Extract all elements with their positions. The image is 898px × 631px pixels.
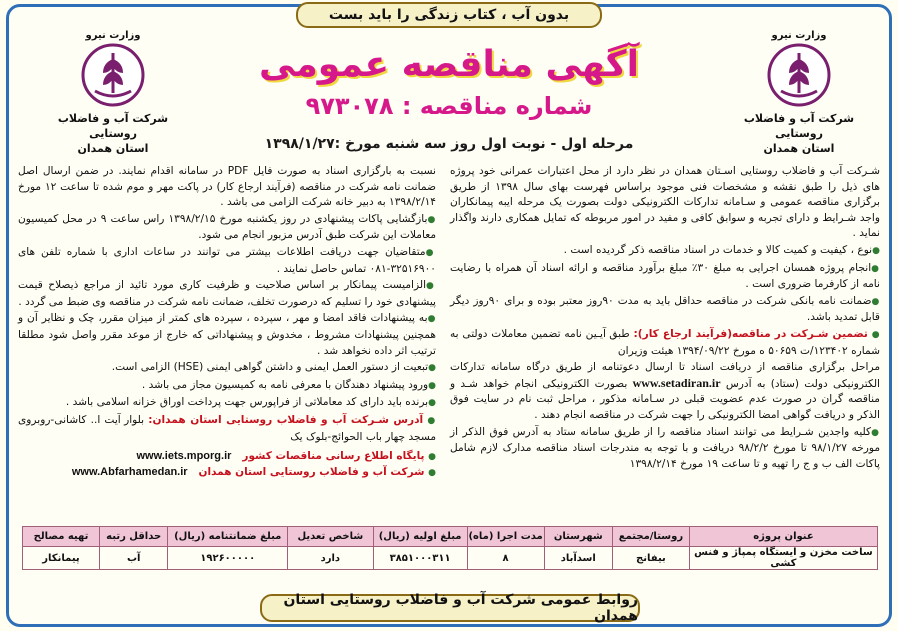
list-item: ● بازگشایی پاکات پیشنهادی در روز یکشنبه مورخ ۱۳۹۸/۲/۱۵ راس ساعت ۹ در محل کمیسیون معاملات این شرکت طبق آدرس مزبور انجام می شود. [18,212,436,244]
list-item: ● الزامیست پیمانکار بر اساس صلاحیت و ظرفیت کاری مورد تائید از مراجع ذیصلاح قیمت پیشنهادی خود را تسلیم که درصورت تخلف، ضمانت نامه شرکت در مناقصه وی ضبط می گردد . [18,278,436,310]
table-cell: ۳۸۵۱۰۰۰۳۱۱ [373,547,467,570]
abfar-link[interactable]: www.Abfarhamedan.ir [71,466,188,479]
list-item: ● متقاضیان جهت دریافت اطلاعات بیشتر می توانند در ساعات اداری با شماره تلفن های ۳۲۵۱۶۹۰۰-۰۸۱ تماس حاصل نمایند . [18,245,436,277]
company-name: شرکت آب و فاضلاب روستایی استان همدان [743,112,855,155]
iets-link[interactable]: www.iets.mporg.ir [136,450,232,463]
tender-number: شماره مناقصه : ۹۷۳۰۷۸ [305,92,593,120]
list-item: ● تبعیت از دستور العمل ایمنی و داشتن گواهی ایمنی (HSE) الزامی است. [18,360,436,377]
company-name: شرکت آب و فاضلاب روستایی استان همدان [57,112,169,155]
table-header-cell: شاخص تعدیل [288,527,374,547]
left-column [18,164,436,481]
table-cell: پیمانکار [23,547,100,570]
table-header-cell: مبلغ ضمانتنامه (ریال) [168,527,288,547]
table-header-cell: تهیه مصالح [23,527,100,547]
list-item: ● ضمانت نامه بانکی شرکت در مناقصه حداقل باید به مدت ۹۰روز معتبر بوده و برای ۹۰روز دیگر قابل تمدید باشد. [450,294,880,326]
guarantee-label: تضمین شـرکت در مناقصه(فرآیند ارجاع کار): [633,327,868,340]
list-item: ● کلیه واجدین شـرایط می توانند اسناد مناقصه را از طریق سامانه ستاد به آدرس فوق الذکر از مورخه ۹۸/۱/۲۷ تا مورخ ۹۸/۲/۲ دریافت و با توجه به مندرجات اسناد مناقصه مدارک لازم شامل پاکات الف ب و ج را تهیه و تا ساعت ۱۹ مورخ ۱۳۹۸/۲/۱۴ [450,425,880,473]
table-cell: ۱۹۲۶۰۰۰۰۰ [168,547,288,570]
table-row [23,547,878,570]
list-item: ● آدرس شـرکت آب و فاضلاب روستایی استان همدان: بلوار آیت ا.. کاشانی-روبروی مسجد چهار باب الحوائج-بلوک یک [18,413,436,445]
table-header-cell: مبلغ اولیه (ریال) [373,527,467,547]
table-header-cell: حداقل رتبه [100,527,168,547]
list-item: ● انجام پروژه همسان اجرایی به مبلغ ۳۰٪ مبلغ برآورد مناقصه و ارائه اسناد آن همراه با رضایت نامه از کارفرما ضروری است . [450,261,880,293]
project-table [22,526,878,570]
table-header-row [23,527,878,547]
pdf-upload-paragraph: نسبت به بارگزاری اسناد به صورت فایل PDF در سامانه اقدام نمایند. در ضمن ارسال اصل ضمانت نامه شرکت در مناقصه (فرآیند ارجاع کار) در پاکت مهر و موم شده تا ساعت ۱۲ مورخ ۱۳۹۸/۲/۱۴ به دبیر خانه شرکت الزامی می باشد . [18,165,436,209]
table-header-cell: شهرستان [544,527,612,547]
list-item: ● برنده باید دارای کد معاملاتی از فراپورس جهت پرداخت اوراق خزانه اسلامی باشد . [18,395,436,412]
address-label: آدرس شـرکت آب و فاضلاب روستایی استان همدان: [148,413,424,426]
table-header-cell: مدت اجرا (ماه) [467,527,544,547]
link-row: ● شرکت آب و فاضلاب روستایی استان همدان www.Abfarhamedan.ir [18,465,436,481]
table-cell: اسدآباد [544,547,612,570]
table-header-cell: روستا/مجتمع [612,527,689,547]
website-links [18,449,436,481]
list-item: ● نوع ، کیفیت و کمیت کالا و خدمات در اسناد مناقصه ذکر گردیده است . [450,243,880,260]
table-cell: ۸ [467,547,544,570]
table-cell: آب [100,547,168,570]
top-slogan-banner: بدون آب ، کتاب زندگی را باید بست [296,2,602,28]
right-column [450,164,880,473]
list-item: ● ورود پیشنهاد دهندگان با معرفی نامه به کمیسیون مجاز می باشد . [18,378,436,395]
list-item: مراحل برگزاری مناقصه از دریافت اسناد تا ارسال دعوتنامه از طریق درگاه سامانه تدارکات الکترونیکی دولت (ستاد) به آدرس www.setadiran.ir بصورت الکترونیکی انجام خواهد شـد و مناقصه گران در صورت عدم عضویت قبلی در سـامانه مذکور ، مراحل ثبت نام در سایت فوق الذکر و دریافت گواهی امضا الکترونیکی را جهت شرکت در مناقصه انجام دهند . [450,361,880,421]
list-item: ● تضمین شـرکت در مناقصه(فرآیند ارجاع کار): طبق آیـین نامه تضمین معاملات دولتی به شماره ۱۲۳۴۰۲/ت ۵۰۶۵۹ ه مورخ ۱۳۹۴/۰۹/۲۲ هیئت وزیران [450,327,880,359]
table-cell: بیفانج [612,547,689,570]
stage-date: مرحله اول - نوبت اول روز سه شنبه مورخ :۱۳۹۸/۱/۲۷ [264,136,634,152]
setad-link[interactable]: www.setadiran.ir [632,375,721,390]
table-cell: دارد [288,547,374,570]
ministry-label: وزارت نیرو [771,30,827,41]
public-relations-banner: روابط عمومی شرکت آب و فاضلاب روستایی استان همدان [260,594,640,622]
intro-paragraph: شـرکت آب و فاضلاب روستایی اسـتان همدان در نظر دارد از محل اعتبارات عمرانی خود پروژه های ذیل را طبق نقشه و مشخصات فنی موجود براساس فهرست بهای سال ۱۳۹۸ از طریق برگزاری مناقصه عمومی و سـامانه تدارکات الکترونیکی دولت بصورت یک مرحله ایبه پیمانکاران واجد شـرایط و دارای تجربه و سوابق کافی و مفید در امور مربوطه که تمایل همکاری دارند واگذار نماید . [450,165,880,240]
ministry-label: وزارت نیرو [85,30,141,41]
link-row: ● پایگاه اطلاع رسانی مناقصات کشور www.iets.mporg.ir [18,449,436,465]
table-header-cell: عنوان پروژه [689,527,877,547]
list-item: ● به پیشنهادات فاقد امضا و مهر ، سپرده ، سپرده های کمتر از میزان مقرر، چک و نظایر آن و همچنین پیشنهادات مشروط ، مخدوش و پیشنهاداتی که خارج از موعد مقرر واصل شود مطلقا ترتیب اثر داده نخواهد شد . [18,311,436,359]
notice-title: آگهی مناقصه عمومی [259,44,639,85]
table-cell: ساخت مخزن و ایستگاه پمپاژ و فنس کشی [689,547,877,570]
